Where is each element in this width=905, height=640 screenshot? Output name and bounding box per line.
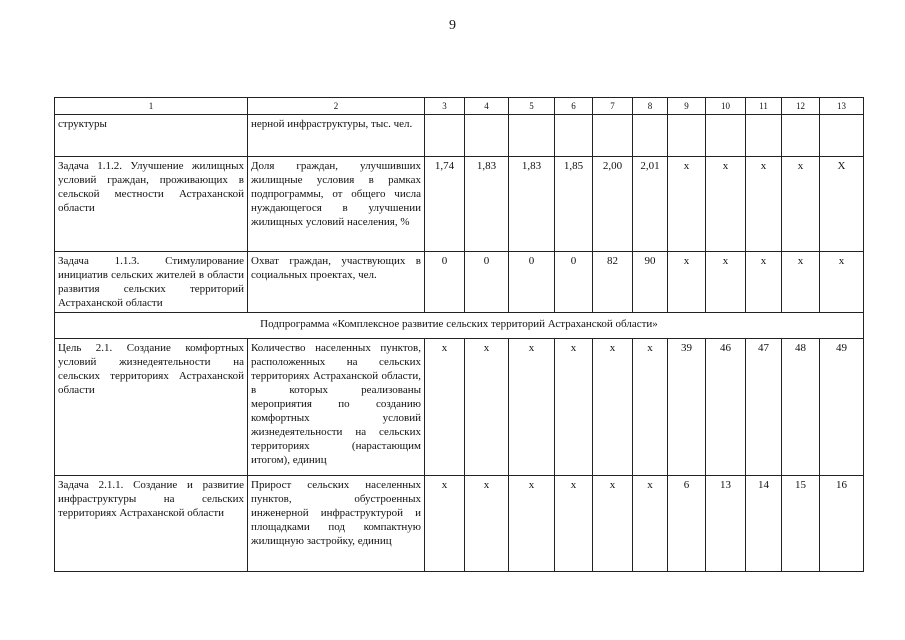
column-number-5: 5 bbox=[509, 98, 555, 115]
value-cell: х bbox=[633, 476, 668, 572]
value-cell bbox=[555, 115, 593, 157]
value-cell bbox=[425, 115, 465, 157]
column-number-3: 3 bbox=[425, 98, 465, 115]
value-cell: х bbox=[509, 339, 555, 476]
value-cell bbox=[465, 115, 509, 157]
task-1-1-3-row bbox=[55, 252, 864, 313]
indicator-cell: Прирост сельских населенных пунктов, обустроенных инженерной инфраструктурой и площадками под компактную жилищную застройку, единиц bbox=[248, 476, 425, 572]
value-cell bbox=[782, 115, 820, 157]
value-cell bbox=[509, 115, 555, 157]
task-1-1-2-row bbox=[55, 157, 864, 252]
value-cell: 6 bbox=[668, 476, 706, 572]
column-number-header-row bbox=[55, 98, 864, 115]
value-cell: х bbox=[746, 252, 782, 313]
value-cell: 0 bbox=[555, 252, 593, 313]
value-cell: 82 bbox=[593, 252, 633, 313]
column-number-11: 11 bbox=[746, 98, 782, 115]
column-number-7: 7 bbox=[593, 98, 633, 115]
value-cell bbox=[668, 115, 706, 157]
value-cell: 16 bbox=[820, 476, 864, 572]
indicator-cell: Количество населенных пунктов, расположенных на сельских территориях Астраханской области, в которых реализованы мероприятия по созданию комфортных условий жизнедеятельности на сельских территориях (нарастающим итогом), единиц bbox=[248, 339, 425, 476]
subprogram-row bbox=[55, 313, 864, 339]
value-cell bbox=[633, 115, 668, 157]
value-cell: 46 bbox=[706, 339, 746, 476]
indicator-cell: нерной инфраструктуры, тыс. чел. bbox=[248, 115, 425, 157]
value-cell: х bbox=[668, 157, 706, 252]
indicators-table bbox=[54, 97, 864, 572]
task-cell: Цель 2.1. Создание комфортных условий жизнедеятельности на сельских территориях Астраханской области bbox=[55, 339, 248, 476]
task-cell: Задача 1.1.3. Стимулирование инициатив сельских жителей в области развития сельских территорий Астраханской области bbox=[55, 252, 248, 313]
value-cell: х bbox=[633, 339, 668, 476]
value-cell bbox=[593, 115, 633, 157]
task-cell: структуры bbox=[55, 115, 248, 157]
value-cell: 90 bbox=[633, 252, 668, 313]
value-cell: х bbox=[509, 476, 555, 572]
column-number-13: 13 bbox=[820, 98, 864, 115]
task-cell: Задача 2.1.1. Создание и развитие инфраструктуры на сельских территориях Астраханской области bbox=[55, 476, 248, 572]
value-cell: х bbox=[555, 476, 593, 572]
value-cell: х bbox=[425, 476, 465, 572]
value-cell: 14 bbox=[746, 476, 782, 572]
value-cell: 2,01 bbox=[633, 157, 668, 252]
value-cell: 0 bbox=[425, 252, 465, 313]
value-cell: х bbox=[706, 252, 746, 313]
value-cell: х bbox=[782, 252, 820, 313]
column-number-1: 1 bbox=[55, 98, 248, 115]
value-cell: х bbox=[465, 339, 509, 476]
value-cell: х bbox=[820, 252, 864, 313]
value-cell: 1,74 bbox=[425, 157, 465, 252]
value-cell: 15 bbox=[782, 476, 820, 572]
value-cell: х bbox=[465, 476, 509, 572]
value-cell: 48 bbox=[782, 339, 820, 476]
value-cell: х bbox=[668, 252, 706, 313]
value-cell: 2,00 bbox=[593, 157, 633, 252]
value-cell: х bbox=[425, 339, 465, 476]
value-cell bbox=[746, 115, 782, 157]
goal-2-1-row bbox=[55, 339, 864, 476]
value-cell: х bbox=[593, 339, 633, 476]
value-cell: 13 bbox=[706, 476, 746, 572]
column-number-9: 9 bbox=[668, 98, 706, 115]
value-cell: х bbox=[746, 157, 782, 252]
value-cell: х bbox=[555, 339, 593, 476]
value-cell: х bbox=[782, 157, 820, 252]
column-number-4: 4 bbox=[465, 98, 509, 115]
column-number-2: 2 bbox=[248, 98, 425, 115]
value-cell: 0 bbox=[509, 252, 555, 313]
indicator-cell: Охват граждан, участвующих в социальных проектах, чел. bbox=[248, 252, 425, 313]
value-cell: х bbox=[706, 157, 746, 252]
value-cell: 47 bbox=[746, 339, 782, 476]
value-cell: 49 bbox=[820, 339, 864, 476]
value-cell: 0 bbox=[465, 252, 509, 313]
indicator-cell: Доля граждан, улучшивших жилищные условия в рамках подпрограммы, от общего числа нуждающегося в улучшении жилищных условий населения, % bbox=[248, 157, 425, 252]
value-cell: 1,83 bbox=[465, 157, 509, 252]
value-cell: 39 bbox=[668, 339, 706, 476]
column-number-10: 10 bbox=[706, 98, 746, 115]
value-cell: Х bbox=[820, 157, 864, 252]
subprogram-title: Подпрограмма «Комплексное развитие сельских территорий Астраханской области» bbox=[55, 313, 864, 339]
page-number: 9 bbox=[449, 18, 456, 33]
structures-row bbox=[55, 115, 864, 157]
column-number-12: 12 bbox=[782, 98, 820, 115]
task-cell: Задача 1.1.2. Улучшение жилищных условий граждан, проживающих в сельской местности Астраханской области bbox=[55, 157, 248, 252]
task-2-1-1-row bbox=[55, 476, 864, 572]
value-cell bbox=[706, 115, 746, 157]
value-cell: х bbox=[593, 476, 633, 572]
value-cell bbox=[820, 115, 864, 157]
column-number-8: 8 bbox=[633, 98, 668, 115]
value-cell: 1,83 bbox=[509, 157, 555, 252]
value-cell: 1,85 bbox=[555, 157, 593, 252]
column-number-6: 6 bbox=[555, 98, 593, 115]
